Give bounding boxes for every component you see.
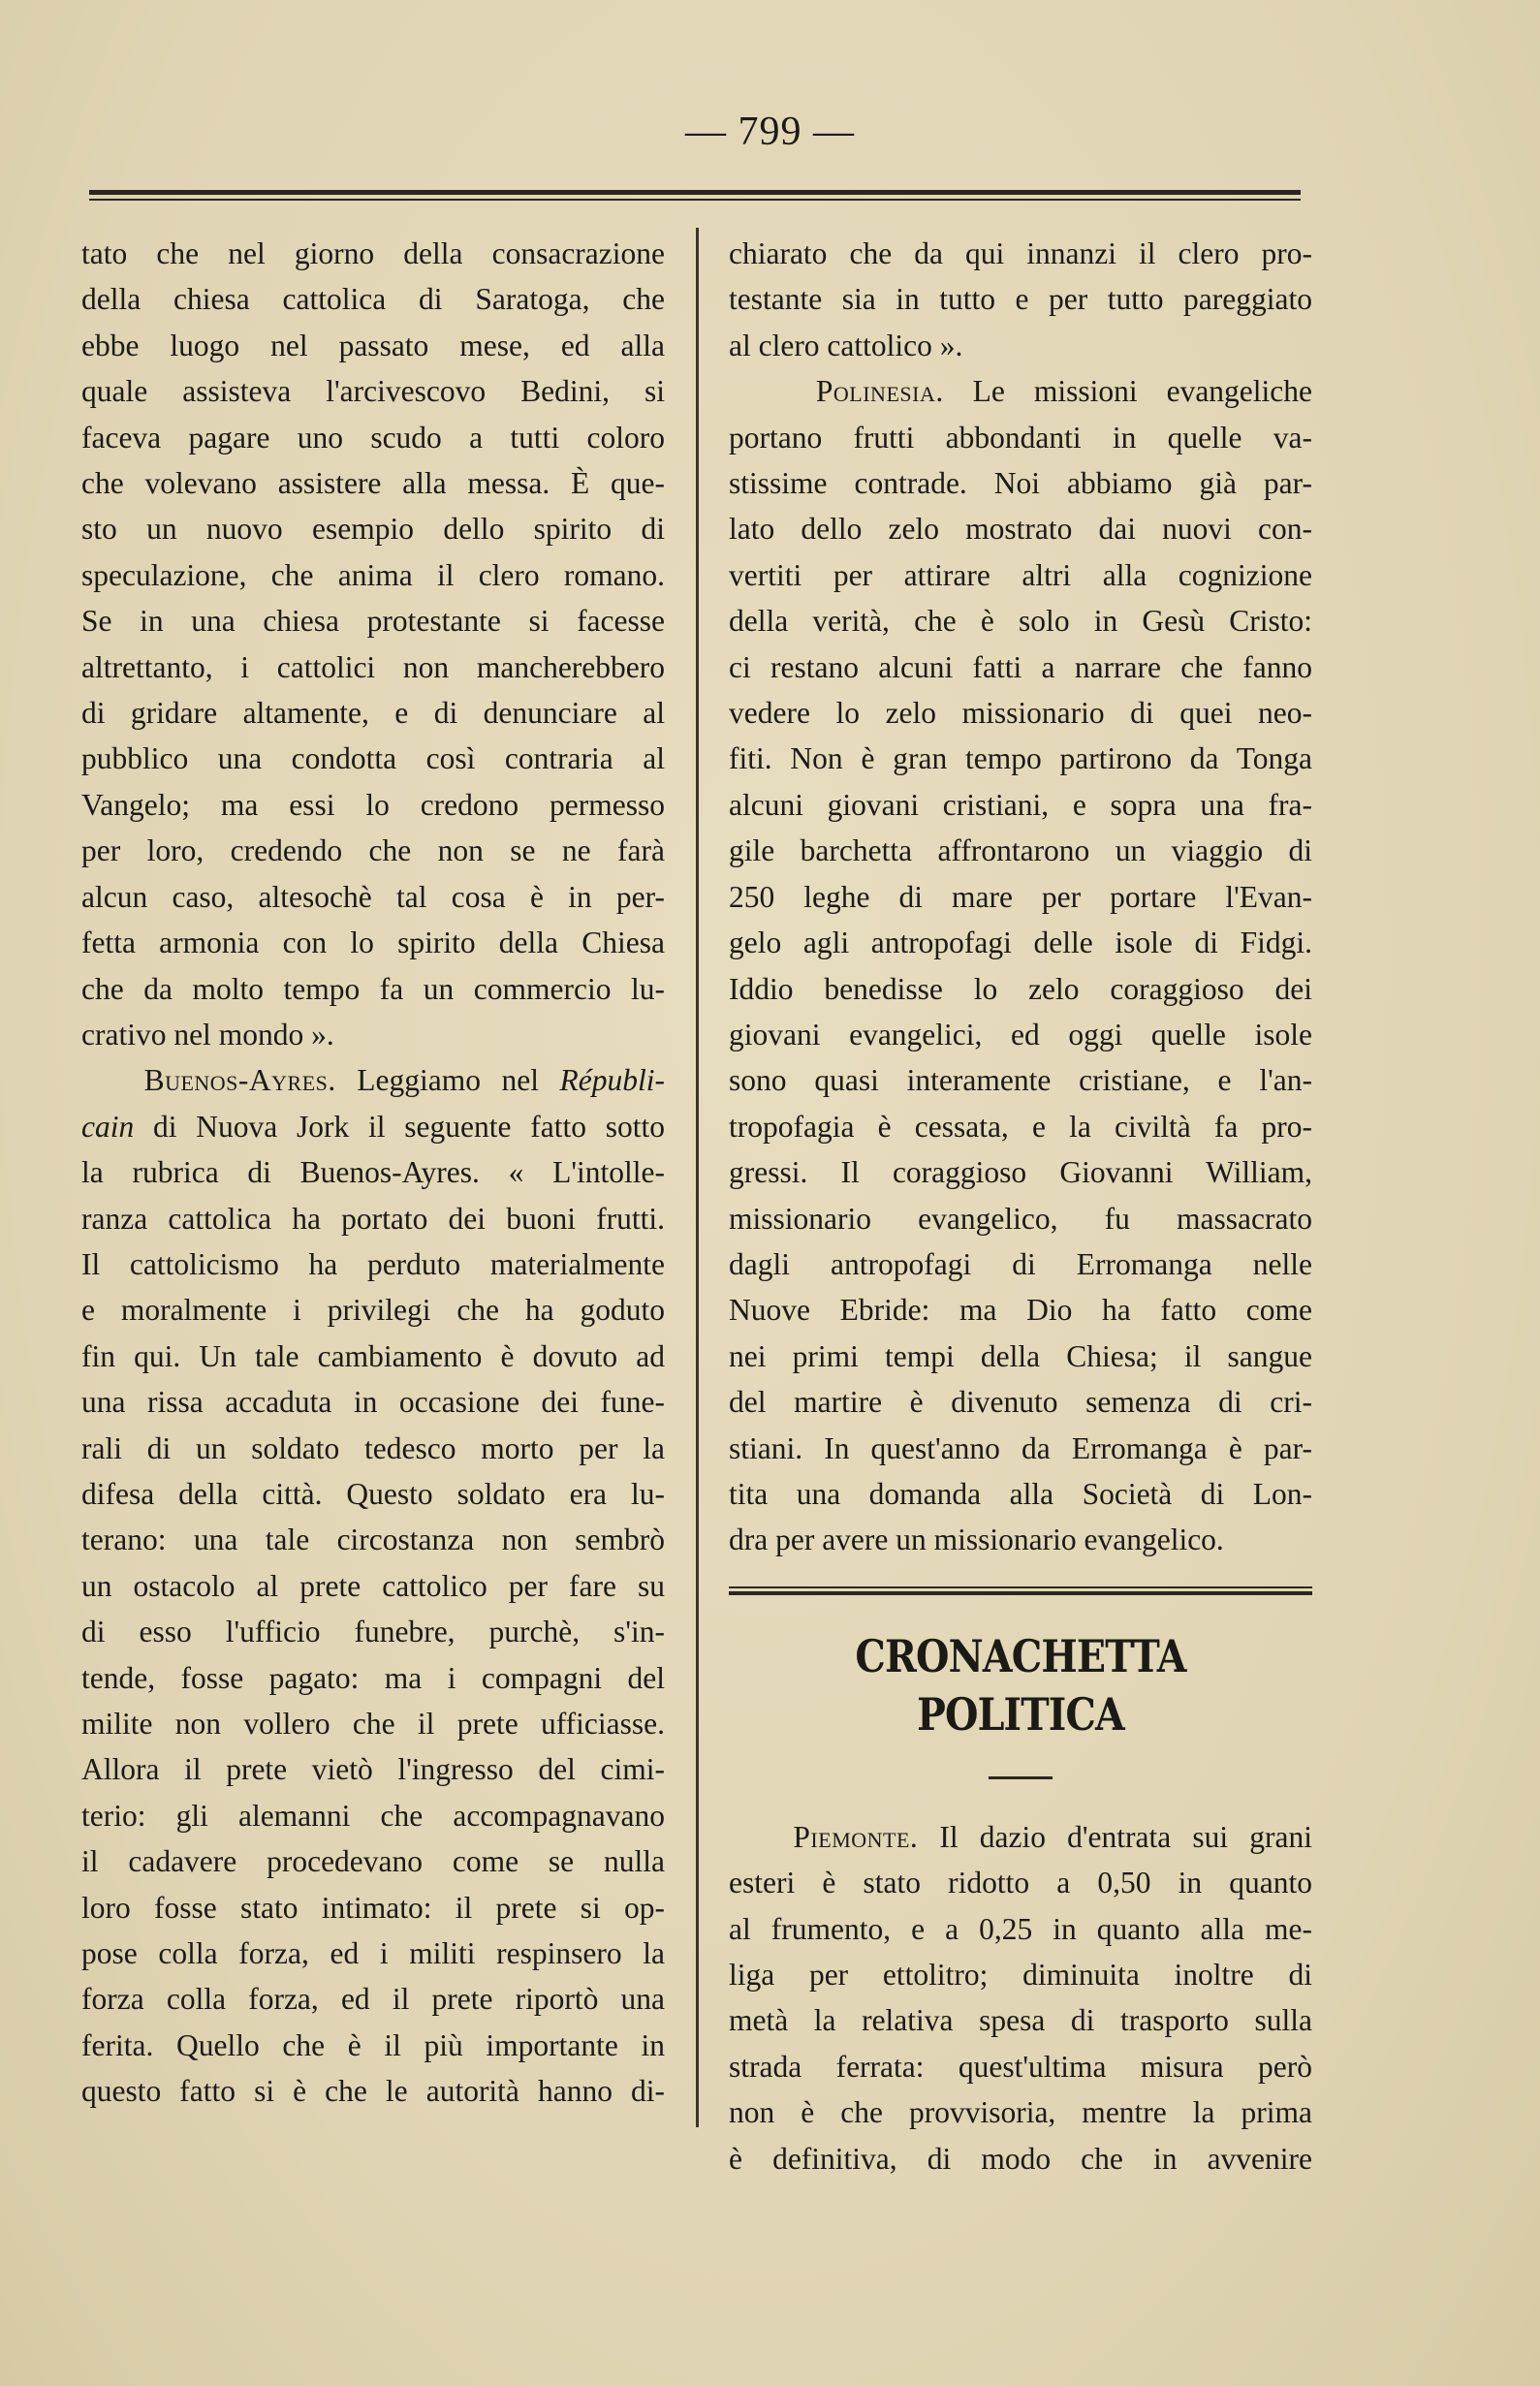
text-line: rali di un soldato tedesco morto per la	[81, 1430, 665, 1465]
text-line: della verità, che è solo in Gesù Cristo:	[729, 604, 1312, 639]
text-line: giovani evangelici, ed oggi quelle isole	[729, 1017, 1312, 1052]
text-line: nei primi tempi della Chiesa; il sangue	[729, 1338, 1312, 1373]
text-line: crativo nel mondo ».	[81, 1017, 334, 1052]
text-line: difesa della città. Questo soldato era lu-	[81, 1476, 665, 1511]
text-line: la rubrica di Buenos-Ayres. « L'intolle-	[81, 1155, 665, 1190]
text-line: Vangelo; ma essi lo credono permesso	[81, 787, 665, 822]
text-line: del martire è divenuto semenza di cri-	[729, 1385, 1312, 1420]
left-column	[81, 231, 665, 2115]
text-line: Iddio benedisse lo zelo coraggioso dei	[729, 971, 1312, 1006]
text-line: vedere lo zelo missionario di quei neo-	[729, 696, 1312, 731]
header-rule	[89, 190, 1301, 204]
text-line: di esso l'ufficio funebre, purchè, s'in-	[81, 1615, 665, 1649]
right-column-continuation	[729, 231, 1312, 368]
buenos-ayres-label: Buenos-Ayres.	[143, 1063, 336, 1098]
text-line: alcuni giovani cristiani, e sopra una fra-	[729, 787, 1312, 822]
text-line: terio: gli alemanni che accompagnavano	[81, 1798, 665, 1833]
text-line: il cadavere procedevano come se nulla	[81, 1844, 665, 1879]
text-line: esteri è stato ridotto a 0,50 in quanto	[729, 1866, 1312, 1900]
right-column	[729, 231, 1312, 2182]
text-line: gelo agli antropofagi delle isole di Fidgi.	[729, 926, 1312, 960]
polinesia-label: Polinesia.	[815, 374, 944, 409]
text-line: metà la relativa spesa di trasporto sulla	[729, 2003, 1312, 2038]
text-line: vertiti per attirare altri alla cognizione	[729, 557, 1312, 592]
text-line: fiti. Non è gran tempo partirono da Tonga	[729, 741, 1312, 776]
text-line: Allora il prete vietò l'ingresso del cimi-	[81, 1752, 665, 1787]
text-line: questo fatto si è che le autorità hanno di-	[81, 2074, 665, 2109]
text-line: e moralmente i privilegi che ha goduto	[81, 1293, 665, 1328]
text-line: lato dello zelo mostrato dai nuovi con-	[729, 512, 1312, 547]
text-line: tende, fosse pagato: ma i compagni del	[81, 1660, 665, 1695]
text-line: portano frutti abbondanti in quelle va-	[729, 420, 1312, 455]
text-line: sono quasi interamente cristiane, e l'an-	[729, 1063, 1312, 1098]
text-line: una rissa accaduta in occasione dei fune-	[81, 1385, 665, 1420]
text-line: quale assisteva l'arcivescovo Bedini, si	[81, 374, 665, 409]
text-line: al frumento, e a 0,25 in quanto alla me-	[729, 1911, 1312, 1946]
text-line: fetta armonia con lo spirito della Chiesa	[81, 926, 665, 960]
piemonte-label: Piemonte.	[793, 1819, 919, 1854]
text-line: un ostacolo al prete cattolico per fare su	[81, 1568, 665, 1603]
section-rule	[729, 1586, 1312, 1598]
text-line: pubblico una condotta così contraria al	[81, 741, 665, 776]
text-line: al clero cattolico ».	[729, 328, 963, 362]
column-divider	[696, 228, 699, 2127]
text-line: stissime contrade. Noi abbiamo già par-	[729, 466, 1312, 501]
text-line: fin qui. Un tale cambiamento è dovuto ad	[81, 1338, 665, 1373]
left-column-lines	[81, 231, 665, 1057]
text-line: della chiesa cattolica di Saratoga, che	[81, 282, 665, 317]
text-line: tropofagia è cessata, e la civiltà fa pro-	[729, 1109, 1312, 1144]
text-line: Se in una chiesa protestante si facesse	[81, 604, 665, 639]
text-line: che da molto tempo fa un commercio lu-	[81, 971, 665, 1006]
text-line: tato che nel giorno della consacrazione	[81, 236, 665, 270]
text-line: testante sia in tutto e per tutto pareggiato	[729, 282, 1312, 317]
polinesia-paragraph: Polinesia. Le missioni evangeliche portano frutti abbondanti in quelle va- stissime contrade. Noi abbiamo già par- lato dello zelo mostrato dai nuovi con- vertiti per attirare altri alla cognizione della verità, che è solo in Gesù Cristo: ci restano alcuni fatti a narrare che fanno vedere lo zelo missionario di quei neo- fiti. Non è gran tempo partirono da Tonga alcuni giovani cristiani, e sopra una fra- gile barchetta affrontarono un viaggio di 250 leghe di mare per portare l'Evan- gelo agli antropofagi delle isole di Fidgi. Iddio benedisse lo zelo coraggioso dei giovani evangelici, ed oggi quelle isole sono quasi interamente cristiane, e l'an- tropofagia è cessata, e la civiltà fa pro- gressi. Il coraggioso Giovanni William, missionario evangelico, fu massacrato dagli antropofagi di Erromanga nelle Nuove Ebride: ma Dio ha fatto come nei primi tempi della Chiesa; il sangue del martire è divenuto semenza di cri- stiani. In quest'anno da Erromanga è par- tita una domanda alla Società di Lon- dra per avere un missionario evangelico.	[729, 368, 1312, 1563]
text-line: milite non vollero che il prete ufficiasse.	[81, 1707, 665, 1741]
page-number: — 799 —	[685, 110, 855, 154]
text-line: loro fosse stato intimato: il prete si op-	[81, 1890, 665, 1925]
text-line: alcun caso, altesochè tal cosa è in per-	[81, 879, 665, 914]
text-line: gressi. Il coraggioso Giovanni William,	[729, 1155, 1312, 1190]
text-line: forza colla forza, ed il prete riportò una	[81, 1982, 665, 2017]
text-line: altrettanto, i cattolici non mancherebbero	[81, 649, 665, 684]
text-line: chiarato che da qui innanzi il clero pro-	[729, 236, 1312, 270]
text-line: Il cattolicismo ha perduto materialmente	[81, 1246, 665, 1281]
text-line: non è che provvisoria, mentre la prima	[729, 2095, 1312, 2130]
title-underline	[989, 1776, 1053, 1779]
text-line: ci restano alcuni fatti a narrare che fanno	[729, 649, 1312, 684]
text-line: liga per ettolitro; diminuita inoltre di	[729, 1958, 1312, 1992]
text-line: gile barchetta affrontarono un viaggio di	[729, 833, 1312, 868]
text-line: per loro, credendo che non se ne farà	[81, 833, 665, 868]
text-line: Nuove Ebride: ma Dio ha fatto come	[729, 1293, 1312, 1328]
text-line: sto un nuovo esempio dello spirito di	[81, 512, 665, 547]
text-line: terano: una tale circostanza non sembrò	[81, 1523, 665, 1557]
text-line: è definitiva, di modo che in avvenire	[729, 2141, 1312, 2176]
text-line: pose colla forza, ed i militi respinsero la	[81, 1936, 665, 1971]
text-line: faceva pagare uno scudo a tutti coloro	[81, 420, 665, 455]
text-line: tita una domanda alla Società di Lon-	[729, 1476, 1312, 1511]
text-line: dagli antropofagi di Erromanga nelle	[729, 1246, 1312, 1281]
text-line: missionario evangelico, fu massacrato	[729, 1201, 1312, 1236]
text-line: 250 leghe di mare per portare l'Evan-	[729, 879, 1312, 914]
text-line: ebbe luogo nel passato mese, ed alla	[81, 328, 665, 362]
text-line: speculazione, che anima il clero romano.	[81, 557, 665, 592]
piemonte-paragraph: Piemonte. Il dazio d'entrata sui grani esteri è stato ridotto a 0,50 in quanto al frumento, e a 0,25 in quanto alla me- liga per ettolitro; diminuita inoltre di metà la relativa spesa di trasporto sulla strada ferrata: quest'ultima misura però non è che provvisoria, mentre la prima è definitiva, di modo che in avvenire	[729, 1814, 1312, 2182]
text-line: stiani. In quest'anno da Erromanga è par-	[729, 1430, 1312, 1465]
text-line: che volevano assistere alla messa. È que-	[81, 466, 665, 501]
text-line: ranza cattolica ha portato dei buoni frutti.	[81, 1201, 665, 1236]
text-line: strada ferrata: quest'ultima misura però	[729, 2049, 1312, 2084]
text-line: di gridare altamente, e di denunciare al	[81, 696, 665, 731]
section-title: CRONACHETTA POLITICA	[855, 1629, 1186, 1741]
text-line: ferita. Quello che è il più importante in	[81, 2027, 665, 2062]
buenos-ayres-paragraph: Buenos-Ayres. Leggiamo nel Républi- cain di Nuova Jork il seguente fatto sotto la rubrica di Buenos-Ayres. « L'intolle- ranza cattolica ha portato dei buoni frutti. Il cattolicismo ha perduto materialmente e moralmente i privilegi che ha goduto fin qui. Un tale cambiamento è dovuto ad una rissa accaduta in occasione dei fune- rali di un soldato tedesco morto per la difesa della città. Questo soldato era lu- terano: una tale circostanza non sembrò un ostacolo al prete cattolico per fare su di esso l'ufficio funebre, purchè, s'in- tende, fosse pagato: ma i compagni del milite non vollero che il prete ufficiasse. Allora il prete vietò l'ingresso del cimi- terio: gli alemanni che accompagnavano il cadavere procedevano come se nulla loro fosse stato intimato: il prete si op- pose colla forza, ed i militi respinsero la forza colla forza, ed il prete riportò una ferita. Quello che è il più importante in questo fatto si è che le autorità hanno di-	[81, 1057, 665, 2114]
text-line: dra per avere un missionario evangelico.	[729, 1523, 1224, 1557]
